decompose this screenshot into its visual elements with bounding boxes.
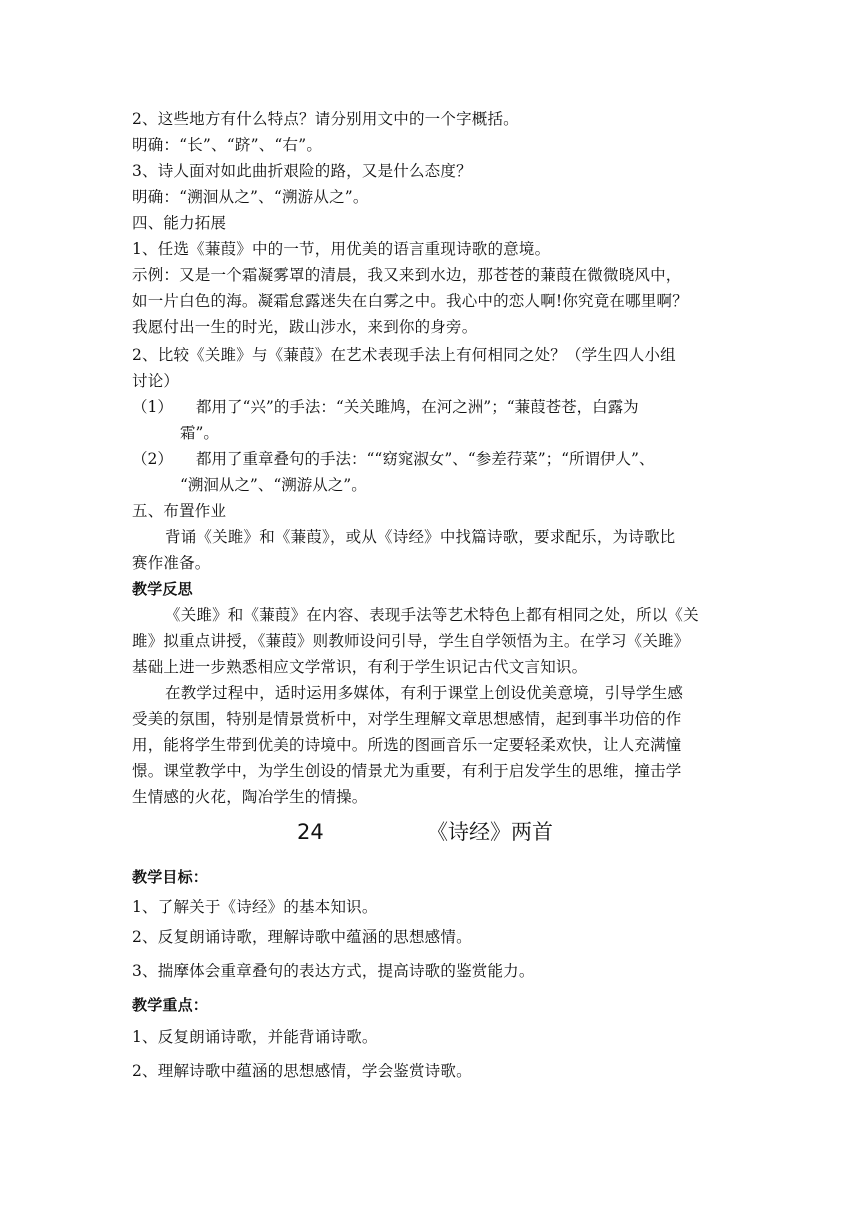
example-line: 如一片白色的海。凝霜怠露迷失在白雾之中。我心中的恋人啊!你究竟在哪里啊？ xyxy=(132,292,688,310)
answer-2: 明确：“长”、“跻”、“右”。 xyxy=(132,136,323,154)
point-number: （2） xyxy=(132,450,173,468)
reflection-line: 生情感的火花，陶冶学生的情操。 xyxy=(132,788,368,806)
section-4-item-2-cont: 讨论） xyxy=(132,372,180,390)
reflection-line: 雎》拟重点讲授，《蒹葭》则教师设问引导，学生自学领悟为主。在学习《关雎》 xyxy=(132,632,690,650)
section-4-item-2: 2、比较《关雎》与《蒹葭》在艺术表现手法上有何相同之处？（学生四人小组 xyxy=(132,346,676,364)
focus-heading: 教学重点： xyxy=(132,996,209,1014)
reflection-line: 憬。课堂教学中，为学生创设的情景尤为重要，有利于启发学生的思维，撞击学 xyxy=(132,762,682,780)
goal-item: 1、了解关于《诗经》的基本知识。 xyxy=(132,898,378,916)
example-line: 我愿付出一生的时光，跋山涉水，来到你的身旁。 xyxy=(132,318,478,336)
point-text-cont: “溯洄从之”、“溯游从之”。 xyxy=(180,476,367,494)
point-text: 都用了“兴”的手法：“关关雎鸠，在河之洲”；“蒹葭苍苍，白露为 xyxy=(196,398,639,416)
section-4-heading: 四、能力拓展 xyxy=(132,214,227,232)
reflection-line: 基础上进一步熟悉相应文学常识，有利于学生识记古代文言知识。 xyxy=(132,658,588,676)
reflection-line: 受美的氛围，特别是情景赏析中，对学生理解文章思想感情，起到事半功倍的作 xyxy=(132,710,682,728)
point-text-cont: 霜”。 xyxy=(180,424,219,442)
point-number: （1） xyxy=(132,398,173,416)
example-line: 示例：又是一个霜凝雾罩的清晨，我又来到水边，那苍苍的蒹葭在微微晓风中， xyxy=(132,266,682,284)
point-text: 都用了重章叠句的手法：““窈窕淑女”、“参差荇菜”；“所谓伊人”、 xyxy=(196,450,655,468)
section-4-item-1: 1、任选《蒹葭》中的一节，用优美的语言重现诗歌的意境。 xyxy=(132,240,551,258)
lesson-number: 24 xyxy=(297,820,324,844)
answer-3: 明确：“溯洄从之”、“溯游从之”。 xyxy=(132,188,369,206)
reflection-line: 在教学过程中，适时运用多媒体，有利于课堂上创设优美意境，引导学生感 xyxy=(165,684,684,702)
homework-line: 背诵《关雎》和《蒹葭》，或从《诗经》中找篇诗歌，要求配乐，为诗歌比 xyxy=(165,528,676,546)
goal-item: 3、揣摩体会重章叠句的表达方式，提高诗歌的鉴赏能力。 xyxy=(132,962,535,980)
goals-heading: 教学目标： xyxy=(132,868,209,886)
focus-item: 1、反复朗诵诗歌，并能背诵诗歌。 xyxy=(132,1028,378,1046)
section-5-heading: 五、布置作业 xyxy=(132,502,227,520)
homework-line: 赛作准备。 xyxy=(132,554,211,572)
question-3: 3、诗人面对如此曲折艰险的路，又是什么态度？ xyxy=(132,162,472,180)
reflection-line: 《关雎》和《蒹葭》在内容、表现手法等艺术特色上都有相同之处，所以《关 xyxy=(165,606,699,624)
reflection-heading: 教学反思 xyxy=(132,580,193,598)
reflection-line: 用，能将学生带到优美的诗境中。所选的图画音乐一定要轻柔欢快，让人充满憧 xyxy=(132,736,682,754)
goal-item: 2、反复朗诵诗歌，理解诗歌中蕴涵的思想感情。 xyxy=(132,928,472,946)
question-2: 2、这些地方有什么特点？请分别用文中的一个字概括。 xyxy=(132,110,519,128)
focus-item: 2、理解诗歌中蕴涵的思想感情，学会鉴赏诗歌。 xyxy=(132,1062,472,1080)
lesson-title: 《诗经》两首 xyxy=(427,820,553,844)
